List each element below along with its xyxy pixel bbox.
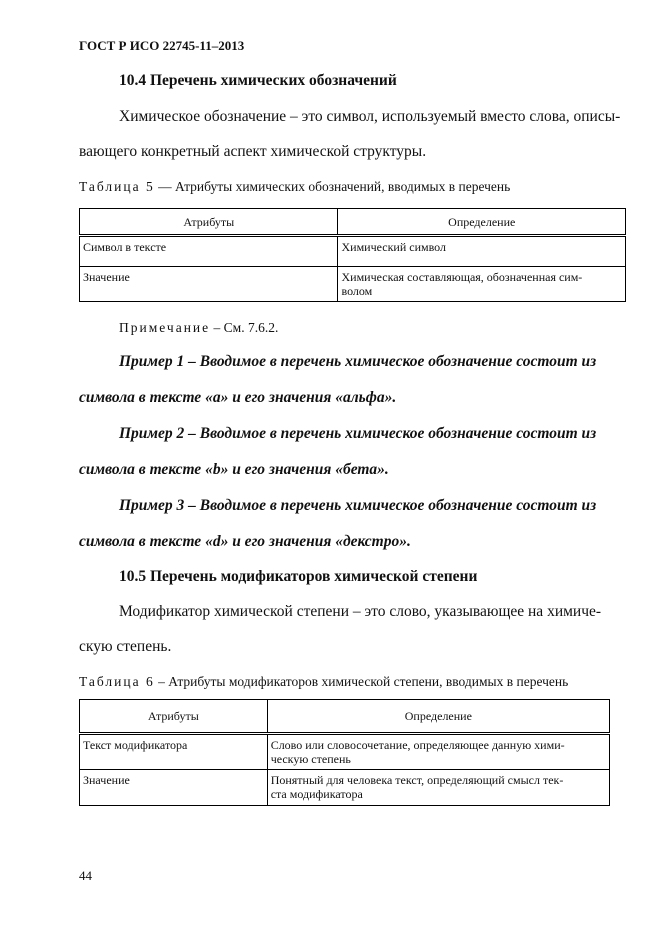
section-10-5-paragraph-line-2: скую степень. <box>79 638 172 655</box>
table-6-header-row <box>80 700 610 734</box>
table-5-caption <box>79 179 510 195</box>
table-row <box>80 770 610 806</box>
table-6-row-1-attribute: Текст модификатора <box>80 734 268 770</box>
example-2-line-2: символа в тексте «b» и его значения «бета». <box>79 461 389 478</box>
table-6-caption-text: – Атрибуты модификаторов химической степени, вводимых в перечень <box>154 674 569 689</box>
table-5-caption-text: — Атрибуты химических обозначений, вводимых в перечень <box>154 179 511 194</box>
table-6 <box>79 699 610 806</box>
table-6-row-2-attribute: Значение <box>80 770 268 806</box>
example-1-line-2: символа в тексте «a» и его значения «альфа». <box>79 389 397 406</box>
table-5-row-1-definition: Химический символ <box>338 236 626 267</box>
example-3-line-2: символа в тексте «d» и его значения «декстро». <box>79 533 411 550</box>
example-1-line-1: Пример 1 – Вводимое в перечень химическое обозначение состоит из <box>119 353 597 370</box>
table-5-header-attributes: Атрибуты <box>80 209 338 236</box>
note-text: – См. 7.6.2. <box>210 320 279 335</box>
table-6-row-1-definition: Слово или словосочетание, определяющее данную хими- ческую степень <box>267 734 609 770</box>
section-10-4-paragraph-line-1: Химическое обозначение – это символ, используемый вместо слова, описы- <box>119 108 621 125</box>
table-6-row-2-definition: Понятный для человека текст, определяющий смысл тек- ста модификатора <box>267 770 609 806</box>
table-5-header-row <box>80 209 626 236</box>
table-5-row-1-attribute: Символ в тексте <box>80 236 338 267</box>
table-6-caption <box>79 674 568 690</box>
table-row <box>80 734 610 770</box>
page-number: 44 <box>79 868 92 883</box>
table-row <box>80 267 626 302</box>
table-6-header-definition: Определение <box>267 700 609 734</box>
table-6-header-attributes: Атрибуты <box>80 700 268 734</box>
section-10-5-title: 10.5 Перечень модификаторов химической степени <box>119 568 478 585</box>
table-5-header-definition: Определение <box>338 209 626 236</box>
section-10-5-paragraph-line-1: Модификатор химической степени – это слово, указывающее на химиче- <box>119 603 602 620</box>
example-2-line-1: Пример 2 – Вводимое в перечень химическое обозначение состоит из <box>119 425 597 442</box>
section-10-4-paragraph-line-2: вающего конкретный аспект химической структуры. <box>79 143 427 160</box>
table-5 <box>79 208 626 302</box>
section-10-4-title: 10.4 Перечень химических обозначений <box>119 72 397 89</box>
note-label: Примечание <box>119 320 211 335</box>
note <box>119 320 278 336</box>
example-3-line-1: Пример 3 – Вводимое в перечень химическое обозначение состоит из <box>119 497 597 514</box>
table-5-row-2-attribute: Значение <box>80 267 338 302</box>
document-header: ГОСТ Р ИСО 22745-11–2013 <box>79 38 245 53</box>
table-6-caption-label: Таблица 6 <box>79 674 155 689</box>
table-row <box>80 236 626 267</box>
table-5-row-2-definition: Химическая составляющая, обозначенная сим- волом <box>338 267 626 302</box>
table-5-caption-label: Таблица 5 <box>79 179 155 194</box>
